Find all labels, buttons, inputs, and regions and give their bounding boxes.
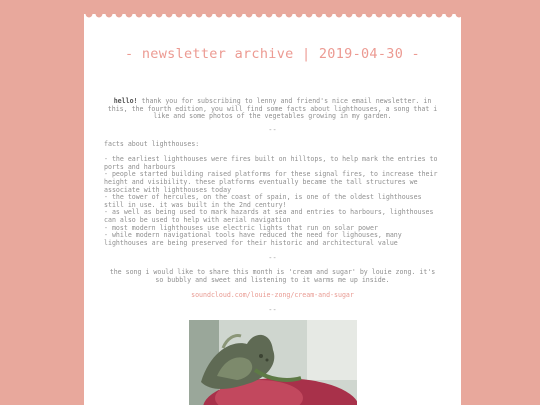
fact-item: - people started building raised platforms for these signal fires, to increase their height and visibility. these platforms eventually became the tall structures we associate with lighthouses today	[104, 170, 438, 194]
scalloped-edge	[84, 14, 461, 23]
page-title: - newsletter archive | 2019-04-30 -	[125, 46, 420, 62]
intro-text: thank you for subscribing to lenny and friend's nice email newsletter. in this, the fourth edition, you will find some facts about lighthouses, a song that i like and some photos of the vegetables growing in my garden.	[107, 97, 438, 121]
garden-vegetable-photo	[189, 320, 357, 405]
newsletter-page	[84, 14, 461, 405]
photo-illustration	[189, 320, 357, 405]
song-link[interactable]: soundcloud.com/louie-zong/cream-and-sugar	[191, 291, 354, 299]
separator: --	[268, 254, 277, 262]
fact-item: - the earliest lighthouses were fires built on hilltops, to help mark the entries to ports and harbours	[104, 155, 438, 171]
fact-item: - most modern lighthouses use electric lights that run on solar power	[104, 223, 378, 232]
separator: --	[268, 306, 277, 314]
fact-item: - the tower of hercules, on the coast of spain, is one of the oldest lighthouses still in use. it was built in the 2nd century!	[104, 193, 422, 209]
separator: --	[268, 126, 277, 134]
facts-section	[104, 141, 444, 247]
greeting: hello!	[113, 97, 138, 105]
fact-item: - while modern navigational tools have reduced the need for lighouses, many lighthouses are being preserved for their historic and architectural value	[104, 231, 402, 247]
facts-heading: facts about lighthouses:	[104, 140, 200, 148]
song-paragraph: the song i would like to share this month is 'cream and sugar' by louie zong. it's so bubbly and sweet and listening to it warms me up inside.	[109, 268, 436, 284]
fact-item: - as well as being used to mark hazards at sea and entries to harbours, lighthouses can also be used to help with aerial navigation	[104, 208, 434, 224]
intro-paragraph	[106, 98, 439, 121]
